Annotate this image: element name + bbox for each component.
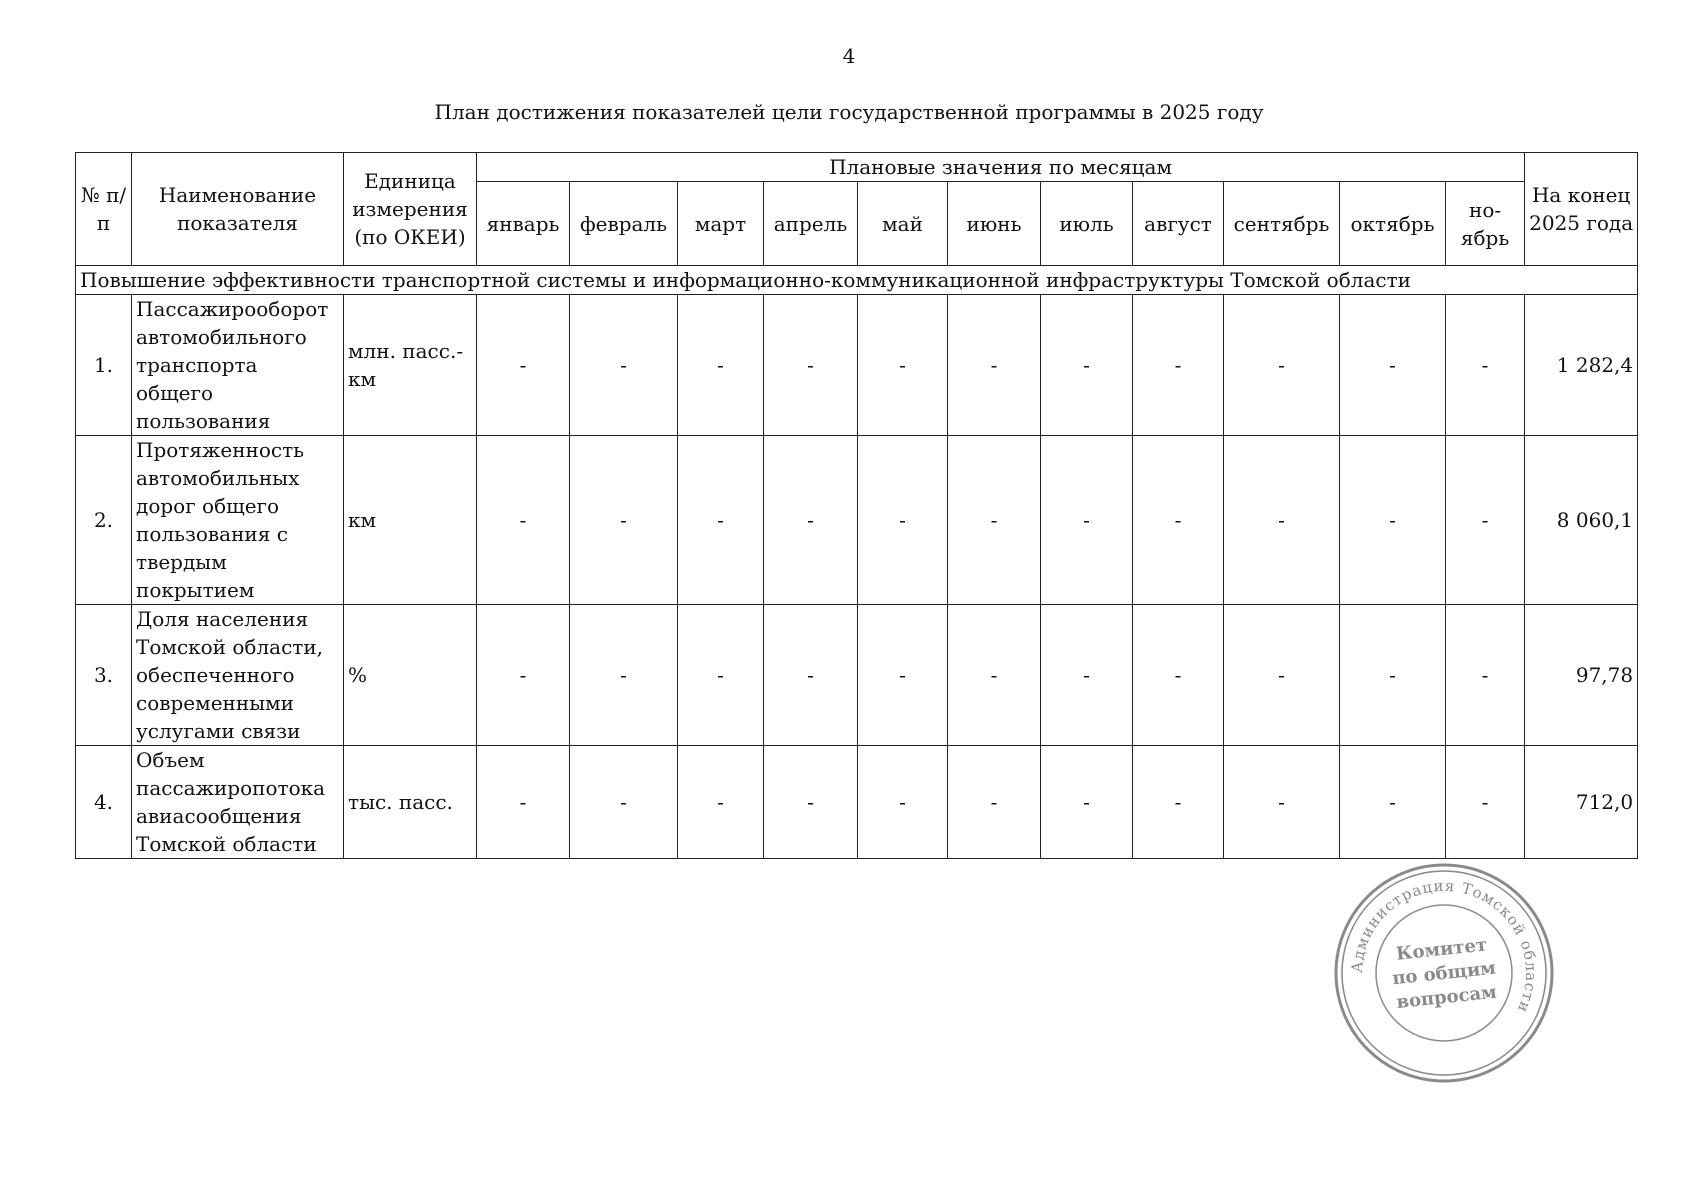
indicator-name: Доля населения Томской области, обеспеченного современными услугами связи: [132, 605, 344, 746]
header-name: Наименование показателя: [132, 153, 344, 266]
year-end-value: 1 282,4: [1525, 295, 1638, 436]
table-row: [76, 436, 1638, 605]
header-month: август: [1133, 182, 1224, 266]
header-total: На конец 2025 года: [1525, 153, 1638, 266]
month-value: -: [1224, 746, 1340, 859]
month-value: -: [858, 436, 948, 605]
month-value: -: [477, 295, 570, 436]
month-value: -: [1224, 295, 1340, 436]
year-end-value: 8 060,1: [1525, 436, 1638, 605]
month-value: -: [570, 746, 678, 859]
month-value: -: [1340, 746, 1446, 859]
month-value: -: [1340, 605, 1446, 746]
month-value: -: [570, 295, 678, 436]
month-value: -: [570, 436, 678, 605]
header-month: март: [678, 182, 764, 266]
header-month: июль: [1041, 182, 1133, 266]
month-value: -: [1041, 605, 1133, 746]
month-value: -: [858, 295, 948, 436]
stamp-center-line: Комитет: [1395, 934, 1488, 965]
month-value: -: [1224, 436, 1340, 605]
month-value: -: [1446, 605, 1525, 746]
month-value: -: [764, 436, 858, 605]
header-month: апрель: [764, 182, 858, 266]
section-row: Повышение эффективности транспортной системы и информационно-коммуникационной инфраструктуры Томской области: [76, 266, 1638, 295]
month-value: -: [1133, 295, 1224, 436]
month-value: -: [1446, 746, 1525, 859]
table-row: [76, 746, 1638, 859]
year-end-value: 97,78: [1525, 605, 1638, 746]
header-month: сентябрь: [1224, 182, 1340, 266]
month-value: -: [570, 605, 678, 746]
row-number: 2.: [76, 436, 132, 605]
row-number: 1.: [76, 295, 132, 436]
table-row: [76, 295, 1638, 436]
header-month: июнь: [948, 182, 1041, 266]
stamp-center-line: по общим: [1391, 957, 1497, 990]
month-value: -: [858, 605, 948, 746]
header-month: октябрь: [1340, 182, 1446, 266]
header-number: № п/п: [76, 153, 132, 266]
month-value: -: [1041, 746, 1133, 859]
month-value: -: [764, 746, 858, 859]
month-value: -: [678, 605, 764, 746]
month-value: -: [1340, 436, 1446, 605]
month-value: -: [1446, 436, 1525, 605]
indicator-name: Протяженность автомобильных дорог общего пользования с твердым покрытием: [132, 436, 344, 605]
indicator-name: Пассажирооборот автомобильного транспорта общего пользования: [132, 295, 344, 436]
month-value: -: [764, 605, 858, 746]
month-value: -: [948, 605, 1041, 746]
month-value: -: [477, 436, 570, 605]
page-number: 4: [842, 44, 856, 68]
month-value: -: [1133, 746, 1224, 859]
month-value: -: [1446, 295, 1525, 436]
row-number: 3.: [76, 605, 132, 746]
header-month: январь: [477, 182, 570, 266]
stamp-ring-text-path: Администрация Томской области: [1347, 876, 1541, 1017]
month-value: -: [678, 746, 764, 859]
header-month: февраль: [570, 182, 678, 266]
year-end-value: 712,0: [1525, 746, 1638, 859]
row-number: 4.: [76, 746, 132, 859]
month-value: -: [858, 746, 948, 859]
month-value: -: [1224, 605, 1340, 746]
indicator-unit: млн. пасс.-км: [344, 295, 477, 436]
month-value: -: [764, 295, 858, 436]
month-value: -: [1340, 295, 1446, 436]
indicator-unit: тыс. пасс.: [344, 746, 477, 859]
month-value: -: [1041, 436, 1133, 605]
document-title: План достижения показателей цели государственной программы в 2025 году: [434, 100, 1264, 124]
header-month: но-ябрь: [1446, 182, 1525, 266]
month-value: -: [948, 436, 1041, 605]
header-monthly-group: Плановые значения по месяцам: [477, 153, 1525, 182]
indicator-name: Объем пассажиропотока авиасообщения Томской области: [132, 746, 344, 859]
month-value: -: [678, 436, 764, 605]
indicator-unit: км: [344, 436, 477, 605]
month-value: -: [948, 295, 1041, 436]
table-row: [76, 605, 1638, 746]
month-value: -: [1133, 436, 1224, 605]
indicators-table: [75, 152, 1638, 859]
month-value: -: [477, 605, 570, 746]
month-value: -: [948, 746, 1041, 859]
stamp-center-line: вопросам: [1395, 981, 1498, 1014]
month-value: -: [1041, 295, 1133, 436]
header-unit: Единица измерения (по ОКЕИ): [344, 153, 477, 266]
header-month: май: [858, 182, 948, 266]
organization-stamp: [1333, 862, 1555, 1084]
month-value: -: [477, 746, 570, 859]
indicator-unit: %: [344, 605, 477, 746]
month-value: -: [1133, 605, 1224, 746]
month-value: -: [678, 295, 764, 436]
